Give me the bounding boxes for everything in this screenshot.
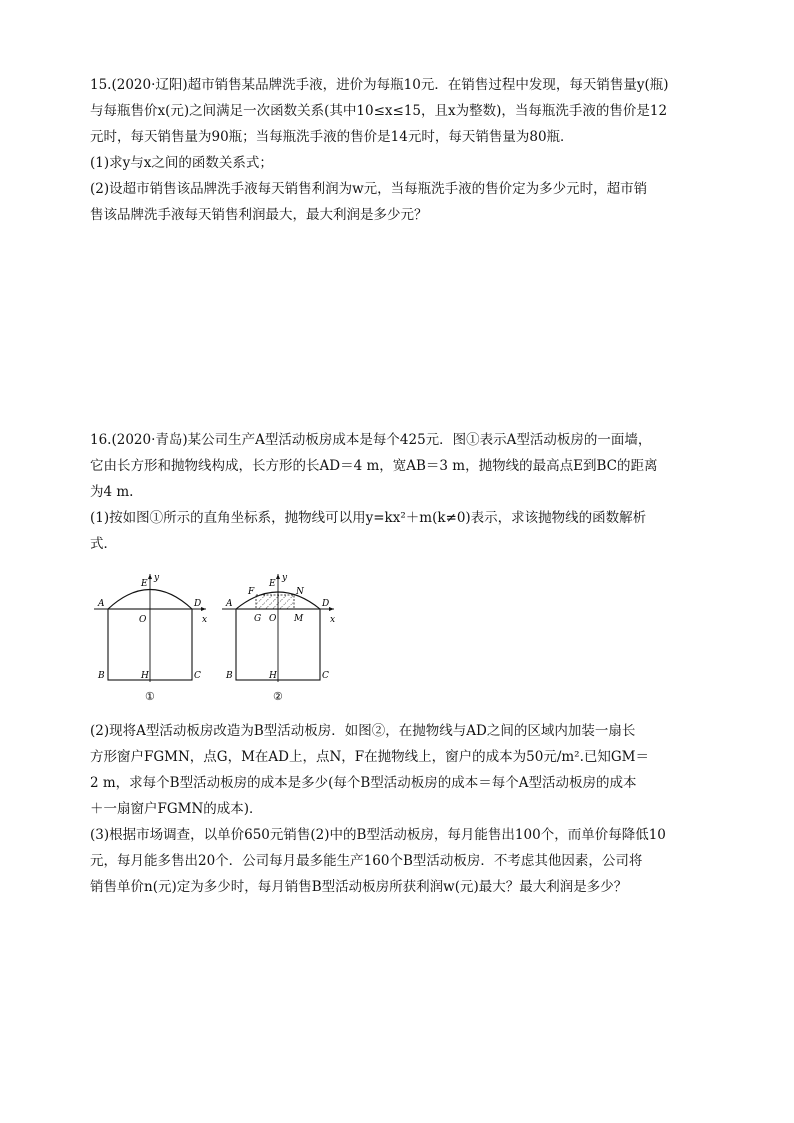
q16-part-2-line-1: (2)现将A型活动板房改造为B型活动板房．如图②，在抛物线与AD之间的区域内加装一扇长 (90, 723, 636, 739)
fig2-caption: ② (273, 690, 283, 703)
fig1-caption: ① (145, 690, 155, 703)
fig1-label-H: H (141, 671, 149, 681)
fig2-label-O: O (269, 614, 277, 624)
question-16 (90, 427, 704, 557)
q16-part-1-line-1: (1)按如图①所示的直角坐标系，抛物线可以用y=kx²＋m(k≠0)表示，求该抛物线的函数解析 (90, 510, 647, 526)
figure-1 (94, 573, 207, 703)
figure-2 (222, 573, 335, 703)
fig1-label-x: x (202, 615, 208, 625)
q16-part-2-line-3: 2 m，求每个B型活动板房的成本是多少(每个B型活动板房的成本＝每个A型活动板房的成本 (90, 775, 637, 791)
q15-line-1: 15.(2020·辽阳)超市销售某品牌洗手液，进价为每瓶10元．在销售过程中发现，每天销售量y(瓶) (90, 77, 669, 93)
fig1-label-y: y (154, 573, 160, 583)
q16-line-2: 它由长方形和抛物线构成，长方形的长AD＝4 m，宽AB＝3 m，抛物线的最高点E到BC的距离 (90, 458, 658, 474)
fig1-label-E: E (141, 579, 148, 589)
fig2-label-D: D (322, 599, 330, 609)
fig2-label-A: A (226, 599, 233, 609)
q16-part-3-line-2: 元，每月能多售出20个．公司每月最多能生产160个B型活动板房．不考虑其他因素，公司将 (90, 853, 643, 869)
q15-line-2: 与每瓶售价x(元)之间满足一次函数关系(其中10≤x≤15，且x为整数)，当每瓶洗手液的售价是12 (90, 103, 668, 119)
fig2-label-G: G (254, 614, 262, 624)
fig2-label-y: y (282, 573, 288, 583)
fig2-label-F: F (248, 587, 255, 597)
fig1-label-D: D (194, 599, 202, 609)
fig2-label-x: x (330, 615, 336, 625)
fig1-label-O: O (139, 615, 147, 625)
figures-svg (90, 572, 350, 712)
fig1-label-A: A (98, 599, 105, 609)
q15-part-2-line-2: 售该品牌洗手液每天销售利润最大，最大利润是多少元？ (90, 207, 428, 223)
q15-line-3: 元时，每天销售量为90瓶；当每瓶洗手液的售价是14元时，每天销售量为80瓶． (90, 129, 574, 145)
fig2-label-M: M (294, 614, 304, 624)
q16-line-3: 为4 m. (90, 484, 134, 500)
q16-line-1: 16.(2020·青岛)某公司生产A型活动板房成本是每个425元．图①表示A型活动板房的一面墙， (90, 432, 652, 448)
question-15 (90, 72, 704, 228)
fig2-label-H: H (269, 671, 277, 681)
q16-part-3-line-3: 销售单价n(元)定为多少时，每月销售B型活动板房所获利润w(元)最大？最大利润是多少？ (90, 879, 628, 895)
q16-part-1-line-2: 式． (90, 536, 117, 552)
fig2-label-N: N (296, 587, 304, 597)
fig1-label-B: B (98, 671, 105, 681)
q16-part-2-line-2: 方形窗户FGMN，点G，M在AD上，点N，F在抛物线上，窗户的成本为50元/m².已知GM＝ (90, 749, 649, 765)
q16-part-2-line-4: ＋一扇窗户FGMN的成本)． (90, 801, 263, 817)
fig2-label-E: E (269, 579, 276, 589)
fig2-label-B: B (226, 671, 233, 681)
q16-part-3-line-1: (3)根据市场调查，以单价650元销售(2)中的B型活动板房，每月能售出100个，而单价每降低10 (90, 827, 666, 843)
figures (90, 572, 350, 712)
q15-part-2-line-1: (2)设超市销售该品牌洗手液每天销售利润为w元，当每瓶洗手液的售价定为多少元时，超市销 (90, 181, 648, 197)
question-16-continued (90, 718, 704, 900)
q15-part-1: (1)求y与x之间的函数关系式； (90, 155, 273, 171)
fig2-label-C: C (322, 671, 329, 681)
fig1-label-C: C (194, 671, 201, 681)
